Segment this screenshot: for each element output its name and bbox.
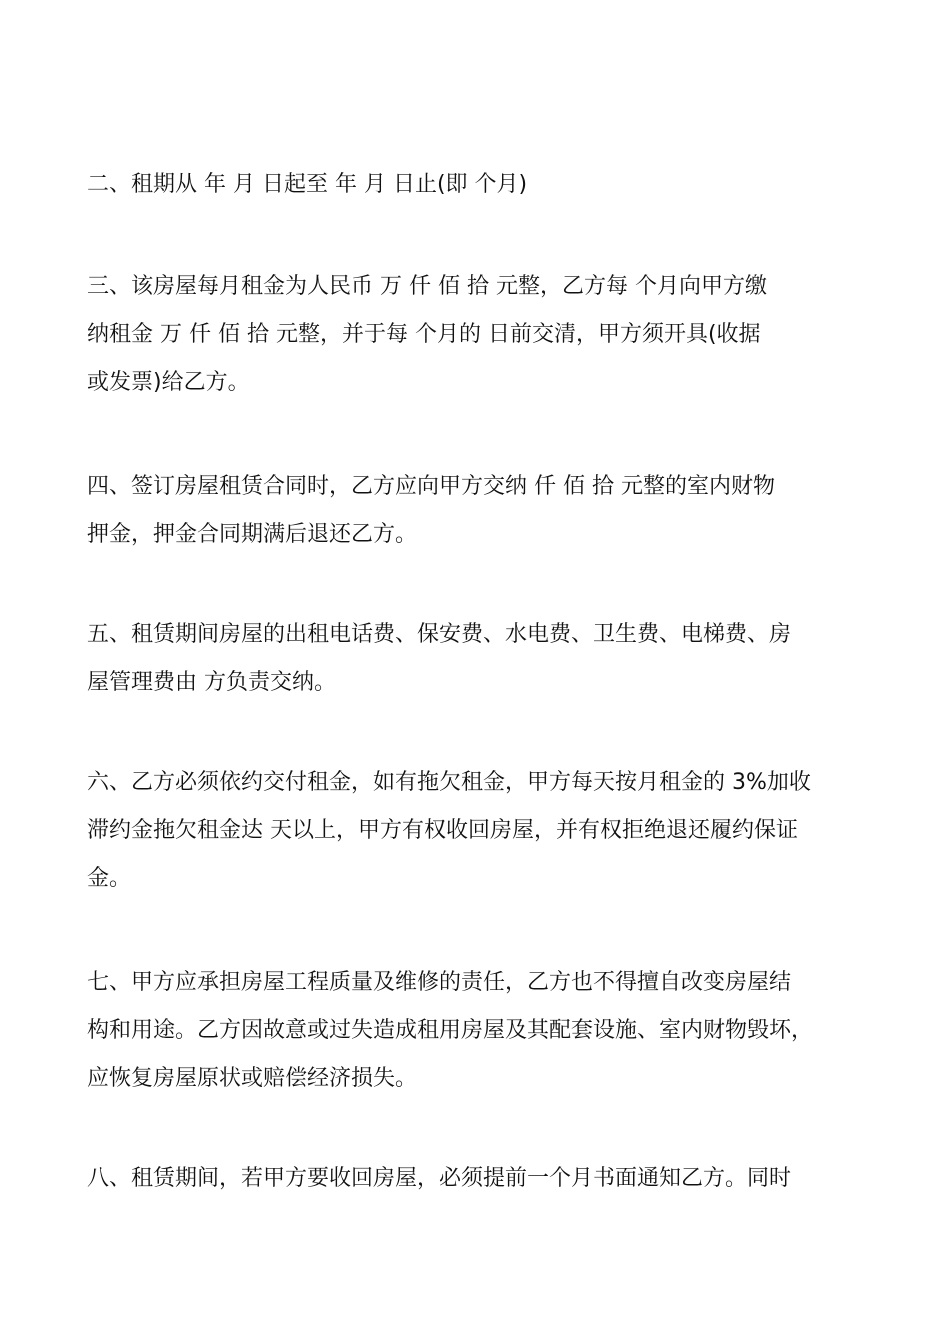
clause-line: 七、甲方应承担房屋工程质量及维修的责任，乙方也不得擅自改变房屋结 xyxy=(87,970,792,995)
clause-line: 应恢复房屋原状或赔偿经济损失。 xyxy=(87,1066,418,1091)
clause-line: 金。 xyxy=(87,866,132,891)
clause-line: 构和用途。乙方因故意或过失造成租用房屋及其配套设施、室内财物毁坏， xyxy=(87,1018,814,1043)
clause-line: 四、签订房屋租赁合同时，乙方应向甲方交纳 仟 佰 拾 元整的室内财物 xyxy=(87,474,775,499)
clause-line: 纳租金 万 仟 佰 拾 元整，并于每 个月的 日前交清，甲方须开具(收据 xyxy=(87,322,761,347)
clause-line: 屋管理费由 方负责交纳。 xyxy=(87,670,336,695)
clause-late-payment xyxy=(87,759,877,903)
clause-line: 押金，押金合同期满后退还乙方。 xyxy=(87,522,418,547)
clause-line: 八、租赁期间，若甲方要收回房屋，必须提前一个月书面通知乙方。同时 xyxy=(87,1166,792,1191)
clause-deposit xyxy=(87,463,877,559)
clause-line: 五、租赁期间房屋的出租电话费、保安费、水电费、卫生费、电梯费、房 xyxy=(87,622,792,647)
clause-maintenance xyxy=(87,959,877,1103)
clause-line: 滞约金拖欠租金达 天以上，甲方有权收回房屋，并有权拒绝退还履约保证 xyxy=(87,818,798,843)
clause-line: 六、乙方必须依约交付租金，如有拖欠租金，甲方每天按月租金的 3%加收 xyxy=(87,770,811,795)
clause-monthly-rent xyxy=(87,263,877,407)
clause-line: 或发票)给乙方。 xyxy=(87,370,250,395)
clause-early-termination xyxy=(87,1155,877,1203)
clause-line: 三、该房屋每月租金为人民币 万 仟 佰 拾 元整，乙方每 个月向甲方缴 xyxy=(87,274,767,299)
clause-line: 二、租期从 年 月 日起至 年 月 日止(即 个月) xyxy=(87,172,528,197)
clause-fees xyxy=(87,611,877,707)
clause-lease-term xyxy=(87,161,877,209)
